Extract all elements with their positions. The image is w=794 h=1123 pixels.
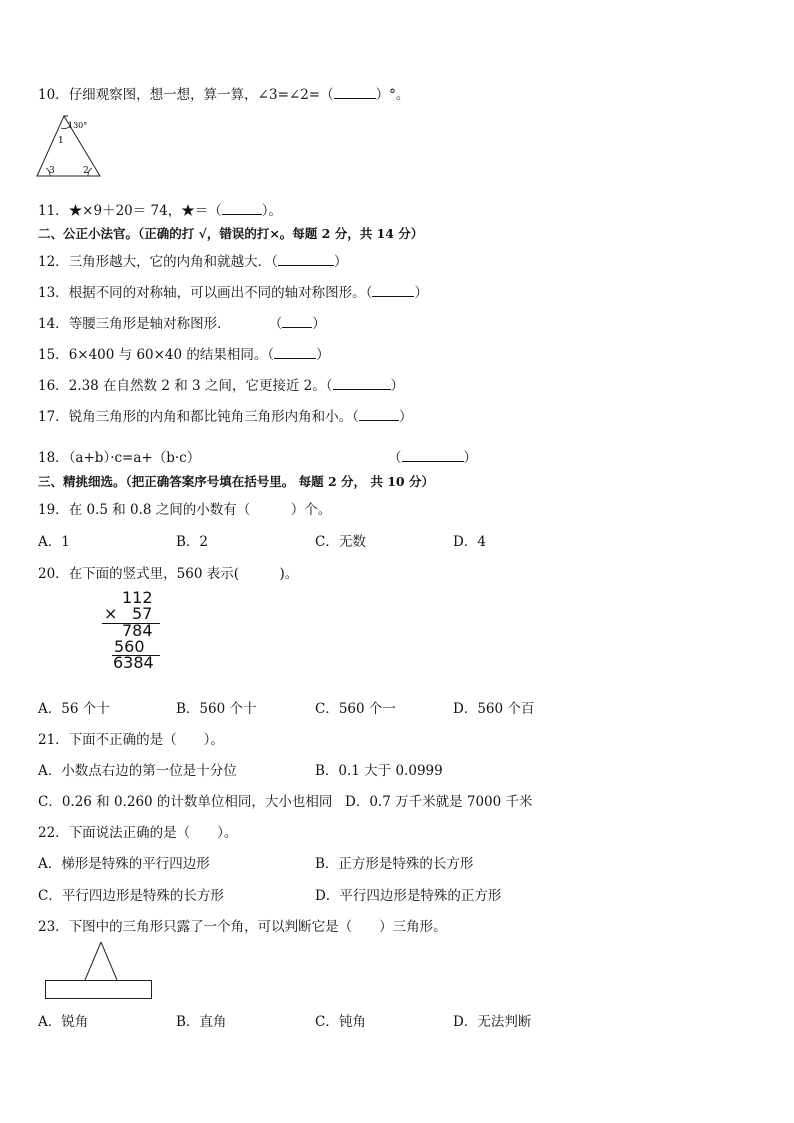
- question-number: 10．: [38, 87, 69, 103]
- question-number: 15．: [38, 347, 69, 363]
- question-12: [38, 250, 347, 270]
- question-20: [38, 562, 298, 582]
- question-text: 根据不同的对称轴，可以画出不同的轴对称图形。（: [68, 285, 373, 301]
- question-text: 2.38 在自然数 2 和 3 之间，它更接近 2。（: [68, 378, 333, 394]
- question-16: [38, 374, 404, 394]
- question-tail: ）: [333, 254, 348, 270]
- q21-option-c[interactable]: C．0.26 和 0.260 的计数单位相同，大小也相同: [38, 794, 333, 810]
- q23-option-d[interactable]: D．无法判断: [453, 1014, 532, 1030]
- triangle-left-side: [85, 942, 101, 980]
- question-text: 在下面的竖式里，560 表示( )。: [68, 566, 299, 582]
- question-23: [38, 915, 447, 935]
- hidden-triangle-figure: [44, 940, 156, 1002]
- q20-option-c[interactable]: C．560 个一: [315, 701, 396, 717]
- question-tail: ）: [316, 347, 330, 363]
- question-number: 14．: [38, 316, 69, 332]
- question-number: 23．: [38, 919, 69, 935]
- question-text: 在 0.5 和 0.8 之间的小数有（ ）个。: [68, 502, 332, 518]
- calc-row-5: 6384: [113, 653, 154, 672]
- open-paren: （: [268, 316, 283, 332]
- question-text: 等腰三角形是轴对称图形．: [68, 316, 231, 332]
- q23-option-c[interactable]: C．钝角: [315, 1014, 366, 1030]
- question-text: 仔细观察图，想一想，算一算，∠3=∠2=（: [68, 87, 334, 103]
- q20-option-a[interactable]: A．56 个十: [38, 701, 110, 717]
- multiply-sign: ×: [104, 604, 118, 623]
- angle-1-label: 1: [58, 136, 64, 146]
- question-number: 18．: [38, 450, 69, 466]
- calc-row-3: 784: [122, 621, 153, 640]
- question-number: 16．: [38, 378, 69, 394]
- question-number: 13．: [38, 285, 69, 301]
- vertical-multiplication: [100, 590, 162, 672]
- q23-option-b[interactable]: B．直角: [176, 1014, 227, 1030]
- question-tail: ）: [312, 316, 326, 332]
- q22-option-a[interactable]: A．梯形是特殊的平行四边形: [38, 856, 210, 872]
- q20-option-d[interactable]: D．560 个百: [453, 701, 535, 717]
- question-number: 21．: [38, 732, 69, 748]
- question-13: [38, 281, 428, 301]
- question-tail: ）: [414, 285, 428, 301]
- question-text: 下面说法正确的是（ ）。: [68, 825, 238, 841]
- q23-option-a[interactable]: A．锐角: [38, 1014, 89, 1030]
- question-number: 17．: [38, 409, 69, 425]
- question-text: 锐角三角形的内角和都比钝角三角形内角和小。（: [68, 409, 359, 425]
- q22-option-d[interactable]: D．平行四边形是特殊的正方形: [315, 888, 502, 904]
- question-tail: ）: [463, 450, 477, 466]
- q20-option-b[interactable]: B．560 个十: [176, 701, 257, 717]
- question-text: （a+b）·c=a+（b·c）: [68, 450, 201, 466]
- q22-option-b[interactable]: B．正方形是特殊的长方形: [315, 856, 474, 872]
- question-tail: ）。: [261, 203, 282, 219]
- question-number: 19．: [38, 502, 69, 518]
- angle-130-label: 130°: [68, 121, 88, 130]
- answer-blank[interactable]: [333, 389, 391, 390]
- q19-option-a[interactable]: A．1: [38, 534, 70, 550]
- question-10: [38, 83, 409, 103]
- question-17: [38, 405, 412, 425]
- question-text: 下面不正确的是（ ）。: [68, 732, 224, 748]
- question-text: 6×400 与 60×40 的结果相同。（: [68, 347, 275, 363]
- calc-row-4: 560: [114, 637, 145, 656]
- q21-option-d[interactable]: D．0.7 万千米就是 7000 千米: [345, 794, 533, 810]
- triangle-right-side: [101, 942, 117, 980]
- question-11: [38, 199, 282, 219]
- q22-option-c[interactable]: C．平行四边形是特殊的长方形: [38, 888, 224, 904]
- question-text: ★×9＋20＝ 74，★＝（: [68, 203, 222, 219]
- answer-blank[interactable]: [402, 461, 464, 462]
- angle-2-label: 2: [83, 166, 89, 176]
- q21-option-b[interactable]: B．0.1 大于 0.0999: [315, 763, 443, 779]
- covering-rectangle: [46, 981, 152, 999]
- triangle-figure: [34, 112, 104, 178]
- angle-3-label: 3: [49, 166, 55, 176]
- question-text: 下图中的三角形只露了一个角，可以判断它是（ ）三角形。: [68, 919, 447, 935]
- open-paren: （: [388, 450, 402, 466]
- q19-option-b[interactable]: B．2: [176, 534, 209, 550]
- answer-blank[interactable]: [359, 420, 399, 421]
- question-tail: ）: [398, 409, 413, 425]
- answer-blank[interactable]: [282, 327, 312, 328]
- question-21: [38, 728, 224, 748]
- question-text: 三角形越大，它的内角和就越大．（: [68, 254, 278, 270]
- question-14: [38, 312, 326, 332]
- question-18-answer: [388, 446, 477, 466]
- answer-blank[interactable]: [372, 296, 414, 297]
- answer-blank[interactable]: [334, 98, 376, 99]
- question-number: 12．: [38, 254, 69, 270]
- answer-blank[interactable]: [274, 358, 316, 359]
- question-15: [38, 343, 330, 363]
- section-3-title: 三、精挑细选。（把正确答案序号填在括号里。 每题 2 分， 共 10 分）: [38, 474, 434, 489]
- question-22: [38, 821, 237, 841]
- q21-option-a[interactable]: A．小数点右边的第一位是十分位: [38, 763, 237, 779]
- calc-row-1: 112: [122, 588, 153, 607]
- question-tail: ）°。: [375, 87, 410, 103]
- question-number: 11．: [38, 203, 69, 219]
- q19-option-d[interactable]: D．4: [453, 534, 486, 550]
- question-number: 20．: [38, 566, 69, 582]
- q19-option-c[interactable]: C．无数: [315, 534, 366, 550]
- question-19: [38, 498, 331, 518]
- question-tail: ）: [390, 378, 405, 394]
- question-18: [38, 446, 200, 466]
- question-number: 22．: [38, 825, 69, 841]
- answer-blank[interactable]: [278, 265, 334, 266]
- section-2-title: 二、公正小法官。（正确的打 √，错误的打×。每题 2 分，共 14 分）: [38, 226, 424, 241]
- answer-blank[interactable]: [222, 214, 262, 215]
- calc-row-2: 57: [132, 604, 153, 623]
